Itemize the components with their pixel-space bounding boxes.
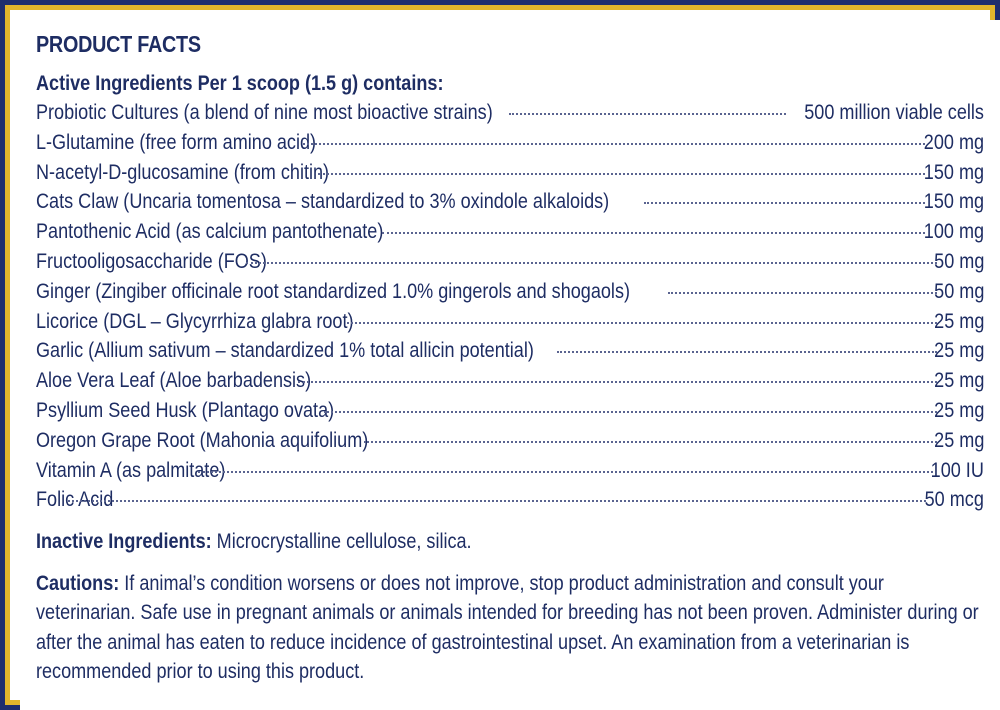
ingredient-name: Fructooligosaccharide (FOS) [36, 249, 267, 273]
ingredient-name: N-acetyl-D-glucosamine (from chitin) [36, 160, 330, 184]
ingredient-amount: 200 mg [923, 130, 984, 154]
cautions-label: Cautions: [36, 571, 120, 595]
ingredient-amount: 150 mg [923, 160, 984, 184]
ingredient-amount: 100 mg [923, 220, 984, 244]
dot-leader [668, 291, 936, 294]
product-facts-panel [20, 20, 1000, 710]
ingredient-name: Licorice (DGL – Glycyrrhiza glabra root) [36, 309, 354, 333]
ingredient-name: Aloe Vera Leaf (Aloe barbadensis) [36, 369, 312, 393]
dot-leader [382, 231, 925, 234]
dot-leader [347, 321, 937, 324]
ingredient-row [36, 277, 984, 307]
ingredient-row [36, 187, 984, 217]
ingredient-amount: 50 mcg [924, 488, 984, 512]
ingredient-name: Folic Acid [36, 488, 114, 512]
ingredient-list [36, 98, 984, 515]
ingredient-name: Psyllium Seed Husk (Plantago ovata) [36, 398, 335, 422]
ingredient-amount: 25 mg [933, 309, 984, 333]
ingredient-name: Ginger (Zingiber officinale root standardized 1.0% gingerols and shogaols) [36, 279, 630, 303]
dot-leader [324, 410, 936, 413]
ingredient-row [36, 426, 984, 456]
ingredient-amount: 100 IU [930, 458, 984, 482]
ingredient-amount: 25 mg [933, 369, 984, 393]
ingredient-amount: 500 million viable cells [804, 101, 984, 124]
ingredient-amount: 50 mg [933, 279, 984, 303]
dot-leader [298, 380, 937, 383]
ingredient-amount: 50 mg [933, 249, 984, 273]
inactive-text: Microcrystalline cellulose, silica. [211, 530, 472, 554]
cautions-text: If animal’s condition worsens or does not improve, stop product administration and consult your veterinarian. Safe use in pregnant animals or animals intended for breeding has not been proven. Administer during or after the animal has eaten to reduce incidence of gastrointestinal upset. An examination from a veterinarian is recommended prior to using this product. [36, 571, 979, 684]
ingredient-name: Pantothenic Acid (as calcium pantothenate) [36, 220, 384, 244]
ingredient-row [36, 128, 984, 158]
ingredient-row [36, 456, 984, 486]
dot-leader [246, 261, 937, 264]
ingredient-name: Cats Claw (Uncaria tomentosa – standardized to 3% oxindole alkaloids) [36, 190, 610, 214]
cautions [36, 569, 984, 687]
ingredient-row [36, 158, 984, 188]
ingredient-row [36, 307, 984, 337]
dot-leader [318, 172, 925, 175]
ingredient-name: Probiotic Cultures (a blend of nine most bioactive strains) [36, 101, 493, 124]
ingredient-row [36, 396, 984, 426]
ingredient-name: Garlic (Allium sativum – standardized 1% total allicin potential) [36, 339, 534, 363]
dot-leader [303, 142, 925, 145]
dot-leader [644, 201, 925, 204]
ingredient-row [36, 485, 984, 515]
ingredient-amount: 25 mg [933, 339, 984, 363]
ingredient-row [36, 217, 984, 247]
gold-border [5, 5, 995, 705]
ingredient-row [36, 98, 984, 128]
dot-leader [364, 440, 937, 443]
ingredient-row [36, 247, 984, 277]
ingredient-name: Vitamin A (as palmitate) [36, 458, 226, 482]
dot-leader [557, 350, 937, 353]
ingredient-amount: 25 mg [933, 428, 984, 452]
ingredient-amount: 150 mg [923, 190, 984, 214]
dot-leader [198, 470, 933, 473]
panel-title: PRODUCT FACTS [36, 31, 201, 57]
ingredient-row [36, 336, 984, 366]
ingredient-name: Oregon Grape Root (Mahonia aquifolium) [36, 428, 369, 452]
inactive-label: Inactive Ingredients: [36, 530, 212, 554]
ingredient-amount: 25 mg [933, 398, 984, 422]
ingredient-name: L-Glutamine (free form amino acid) [36, 130, 317, 154]
dot-leader [68, 499, 927, 502]
ingredient-row [36, 366, 984, 396]
dot-leader [509, 112, 786, 115]
active-ingredients-heading: Active Ingredients Per 1 scoop (1.5 g) contains: [36, 72, 444, 95]
inactive-ingredients [36, 527, 984, 557]
